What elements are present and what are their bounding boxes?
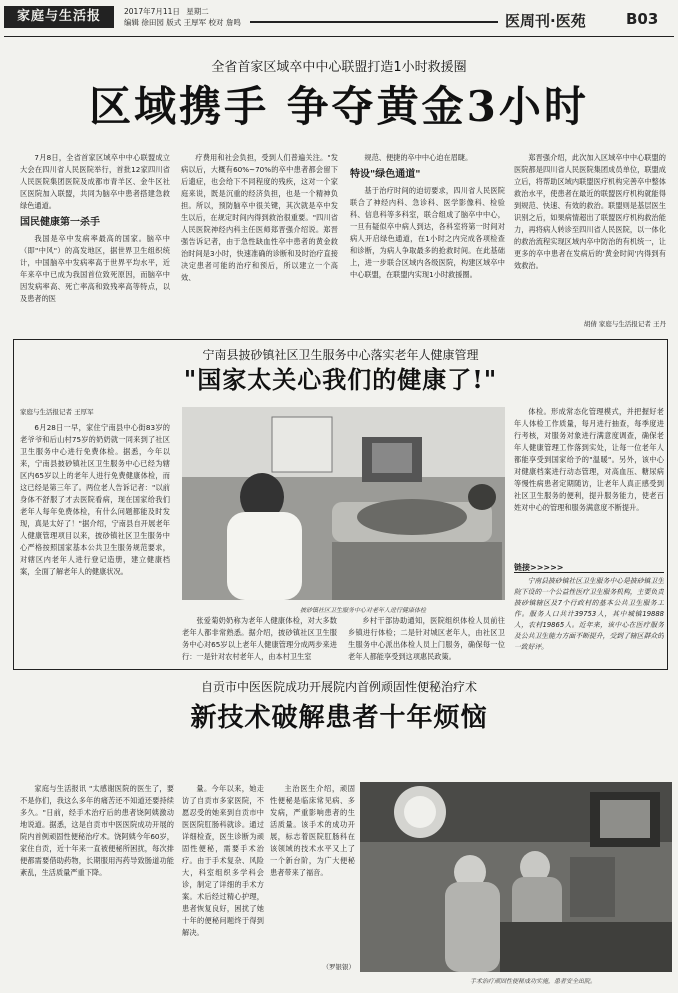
story3-col2 bbox=[182, 783, 264, 958]
story2-photo-caption: 披砂镇社区卫生服务中心对老年人进行健康体检 bbox=[300, 607, 427, 614]
story1-col4 bbox=[514, 152, 666, 318]
story2-link-title: 链接>>>>> bbox=[514, 563, 564, 572]
section-name: 医周刊·医苑 bbox=[505, 12, 586, 30]
story2-link-rule bbox=[514, 572, 664, 573]
weekday-text: 星期二 bbox=[186, 7, 209, 16]
story1-col2-text: 疗费用和社会负担，受到人们普遍关注。"发病以后，大概有60%~70%的卒中患者都会留下后遗症，也会给下不同程度的残疾，这对一个家庭来说，既是沉重的经济负担，也是一个精神负担。所以，预防脑卒中很关键，其次就是卒中发生以后，在规定时间内得到救治很重要。"四川省人民医院神经内科主任医师郑晋强介绍说。郑晋强告诉记者，由于急性缺血性卒中患者的黄金救治时间是3小时，快速准确的诊断和及时治疗直接决定患者可能的治疗和预后，所以建立一个高效、 bbox=[181, 153, 338, 282]
story2-link-text: 宁南县披砂镇社区卫生服务中心是披砂镇卫生院下设的一个公益性医疗卫生服务机构，主要负责披砂镇辖区及7个行政村的基本公共卫生服务工作。服务人口共计39753人，其中城镇19888人，农村19865人。近年来，该中心在医疗服务及公共卫生能力方面不断提升，受到了辖区群众的一致好评。 bbox=[514, 577, 664, 651]
story3-headline: 新技术破解患者十年烦恼 bbox=[190, 703, 488, 733]
masthead-bottom-rule bbox=[4, 36, 674, 37]
story2-headline: "国家太关心我们的健康了!" bbox=[183, 365, 498, 394]
story1-subhead-2: 特设"绿色通道" bbox=[350, 169, 421, 180]
story2-col3 bbox=[348, 615, 505, 665]
story2-col2-text: 张爱菊奶奶称为老年人健康体检，对大多数老年人都非常熟悉。据介绍，披砂镇社区卫生服务中心对65岁以上老年人健康管理分成两步来进行：一是针对农村老年人，由本村卫生室 bbox=[182, 616, 337, 661]
story3-col1-text: 家庭与生活报讯 "太感谢医院的医生了，要不是你们，我这么多年的痛苦还不知道还要持续多久。"日前，经手术治疗后的患者饶阿姨激动地说道。据悉，这是自贡市中医医院成功开展的院内首例顽固性便秘治疗术。饶阿姨今年60岁，家住自贡，近十年来一直被便秘所困扰，每次排便都需要借助药物，长期服用泻药导致肠道功能紊乱，生活质量严重下降。 bbox=[20, 784, 174, 877]
story1-byline: 胡倩 家庭与生活报记者 王丹 bbox=[583, 320, 666, 328]
surgery-photo-illustration bbox=[360, 782, 672, 972]
staff-credits: 编辑 徐田园 版式 王厚军 校对 詹鸣 bbox=[124, 18, 241, 27]
page-number: B03 bbox=[626, 10, 659, 28]
date-text: 2017年7月11日 bbox=[124, 7, 180, 16]
story1-col1b-text: 我国是卒中发病率最高的国家。脑卒中（即"中风"）的高发地区，据世界卫生组织统计，中国脑卒中发病率高于世界平均水平，近年来卒中已成为我国首位致死原因，而脑卒中因发病率高、死亡率高和致残率高等特点，以及患者的医 bbox=[20, 234, 170, 303]
story2-col3-text: 乡村干部协助通知，医院组织体检人员前往乡镇进行体检；二是针对城区老年人，由社区卫生服务中心派出体检人员上门服务，确保每一位老年人都能享受到这项惠民政策。 bbox=[348, 616, 505, 661]
health-check-photo-illustration bbox=[182, 407, 505, 600]
story3-kicker: 自贡市中医医院成功开展院内首例顽固性便秘治疗术 bbox=[200, 680, 477, 694]
masthead bbox=[0, 0, 678, 48]
story2-photo bbox=[182, 407, 505, 600]
story1-col2 bbox=[181, 152, 338, 330]
story2-col2 bbox=[182, 615, 337, 665]
story2-byline: 家庭与生活报记者 王厚军 bbox=[20, 408, 94, 416]
issue-date bbox=[124, 6, 209, 17]
story3-byline: （罗银银） bbox=[322, 963, 355, 971]
story1-headline: 区域携手 争夺黄金3小时 bbox=[89, 82, 589, 131]
story1-col1 bbox=[20, 152, 170, 330]
story3-photo bbox=[360, 782, 672, 972]
story2-col1-text: 6月28日一早，家住宁南县中心街83岁的老爷爷和后山村75岁的奶奶就一同来到了社区卫生服务中心进行免费体检。据悉，今年以来，宁南县披砂镇社区卫生服务中心已经为辖区内65岁以上的老年人进行免费健康体检，而这已经是第三年了。两位老人告诉记者："以前身体不舒服了才去医院看病，现在国家给我们老年人每年免费体检，有什么问题都能及时发现，真是太好了！"据介绍，宁南县自开展老年人健康管理项目以来，披砂镇社区卫生服务中心严格按照国家基本公共卫生服务规范要求，对辖区内老年人进行登记造册，建立健康档案，全面了解老年人的健康状况。 bbox=[20, 423, 170, 576]
story2-link-box bbox=[514, 576, 664, 666]
story2-kicker: 宁南县披砂镇社区卫生服务中心落实老年人健康管理 bbox=[202, 348, 479, 362]
story2-col4-text: 体检。形成常态化管理模式，并把握好老年人体检工作质量，每月进行抽查，每季度进行考核，对服务对象进行满意度调查，确保老年人健康管理工作落到实处，让每一位老年人都能享受到国家给予的"温暖"。另外，该中心对健康档案进行动态管理，对高血压、糖尿病等慢性病患者定期随访，让老年人真正感受到社区卫生服务的便利，提升服务能力，使老百姓对中心的管理和服务满意度不断提升。 bbox=[514, 407, 664, 512]
story3-col1 bbox=[20, 783, 174, 983]
story1-col3 bbox=[350, 152, 505, 330]
story3-col3 bbox=[270, 783, 355, 958]
masthead-rule bbox=[250, 21, 498, 23]
story1-subhead-1: 国民健康第一杀手 bbox=[20, 217, 100, 228]
story1-col3-text: 规范、便捷的卒中中心迫在眉睫。 bbox=[364, 153, 473, 162]
paper-logo: 家庭与生活报 bbox=[4, 6, 114, 28]
story2-col1 bbox=[20, 406, 170, 664]
story3-col2-text: 量。今年以来，她走访了自贡市多家医院，不愿忍受的她来到自贡市中医医院肛肠科就诊。通过详细检查，医生诊断为顽固性便秘，需要手术治疗。由于手术复杂、风险大，科室组织多学科会诊，制定了详细的手术方案。术后经过精心护理，患者恢复良好，困扰了她十年的便秘问题终于得到解决。 bbox=[182, 784, 264, 937]
story1-col3b-text: 基于治疗时间的迫切要求，四川省人民医院联合了神经内科、急诊科、医学影像科、检验科、信息科等多科室，联合组成了脑卒中中心，一旦有疑似卒中病人到达，各科室将第一时间对病人开启绿色通道，在1小时之内完成各项检查和诊断，为病人争取最多的抢救时间。在此基础上，进一步联合区域内各级医院，构建区域卒中中心联盟，在联盟内实现1小时救援圈。 bbox=[350, 186, 505, 279]
story1-col4-text: 郑晋强介绍，此次加入区域卒中中心联盟的医院都是四川省人民医院集团成员单位，联盟成立后，将帮助区域内联盟医疗机构完善卒中整体救治水平，使患者在最近的联盟医疗机构就能得到规范、快速、有效的救治。联盟则是基层医生识别之后，如果病情超出了联盟医疗机构救治能力，再将病人转诊至四川省人民医院，以一体化的救治流程实现区域内卒中防治的有机统一，让更多的卒中患者在发病后的'黄金时间'内得到有效救治。 bbox=[514, 153, 666, 270]
story2-col4 bbox=[514, 406, 664, 558]
story3-col3-text: 主治医生介绍，顽固性便秘是临床常见病、多发病，严重影响患者的生活质量。该手术的成功开展，标志着医院肛肠科在该领域的技术水平又上了一个新台阶，为广大便秘患者带来了福音。 bbox=[270, 784, 355, 877]
story3-photo-caption: 手术治疗顽固性便秘成功实施，患者安全出院。 bbox=[470, 978, 597, 985]
story1-kicker: 全省首家区域卒中中心联盟打造1小时救援圈 bbox=[211, 60, 467, 75]
story1-col1-text: 7月8日，全省首家区域卒中中心联盟成立大会在四川省人民医院举行，首批12家四川省人民医院集团医院及成都市青羊区、金牛区社区医院加入联盟，共同为脑卒中患者搭建急救绿色通道。 bbox=[20, 153, 170, 210]
